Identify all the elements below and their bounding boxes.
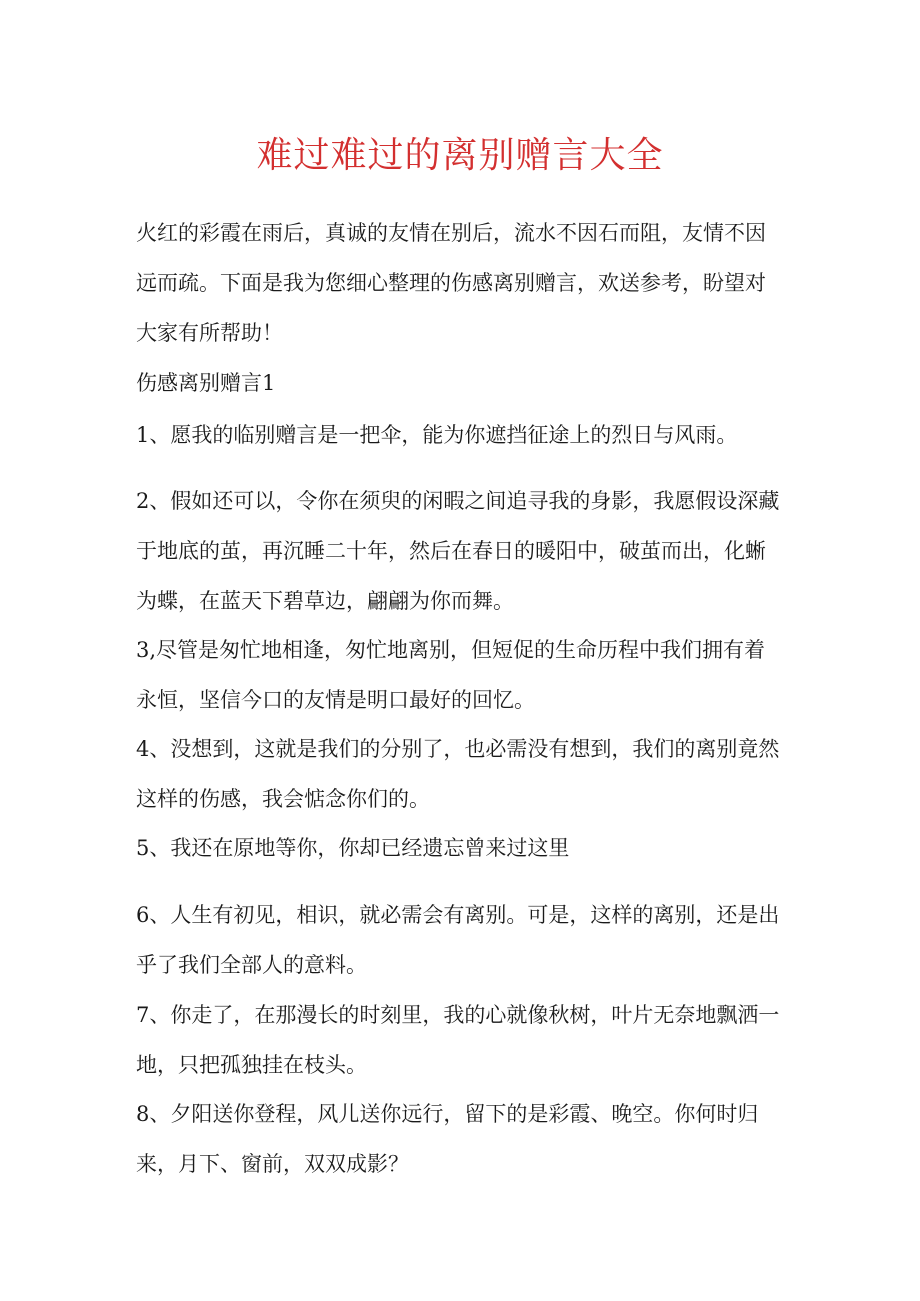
list-item: 1、愿我的临别赠言是一把伞，能为你遮挡征途上的烈日与风雨。 xyxy=(136,423,738,447)
list-item: 5、我还在原地等你，你却已经遗忘曾来过这里 xyxy=(136,836,570,860)
list-item: 8、夕阳送你登程，风儿送你远行，留下的是彩霞、晚空。你何时归来，月下、窗前，双双成影？ xyxy=(136,1102,759,1176)
list-item: 3,尽管是匆忙地相逢，匆忙地离别，但短促的生命历程中我们拥有着永恒，坚信今口的友情是明口最好的回忆。 xyxy=(136,638,766,712)
intro-paragraph: 火红的彩霞在雨后，真诚的友情在别后，流水不因石而阻，友情不因远而疏。下面是我为您细心整理的伤感离别赠言，欢送参考，盼望对大家有所帮助！ xyxy=(136,221,766,345)
section-heading: 伤感离别赠言1 xyxy=(136,371,276,395)
list-item: 4、没想到，这就是我们的分别了，也必需没有想到，我们的离别竟然这样的伤感，我会惦念你们的。 xyxy=(136,737,780,811)
list-item: 7、你走了，在那漫长的时刻里，我的心就像秋树，叶片无奈地飘洒一地，只把孤独挂在枝头。 xyxy=(136,1003,780,1077)
document-title: 难过难过的离别赠言大全 xyxy=(256,135,664,176)
list-item: 2、假如还可以，令你在须臾的闲暇之间追寻我的身影，我愿假设深藏于地底的茧，再沉睡二十年，然后在春日的暖阳中，破茧而出，化蜥为蝶，在蓝天下碧草边，翩翩为你而舞。 xyxy=(136,489,780,613)
list-item: 6、人生有初见，相识，就必需会有离别。可是，这样的离别，还是出乎了我们全部人的意料。 xyxy=(136,903,780,977)
